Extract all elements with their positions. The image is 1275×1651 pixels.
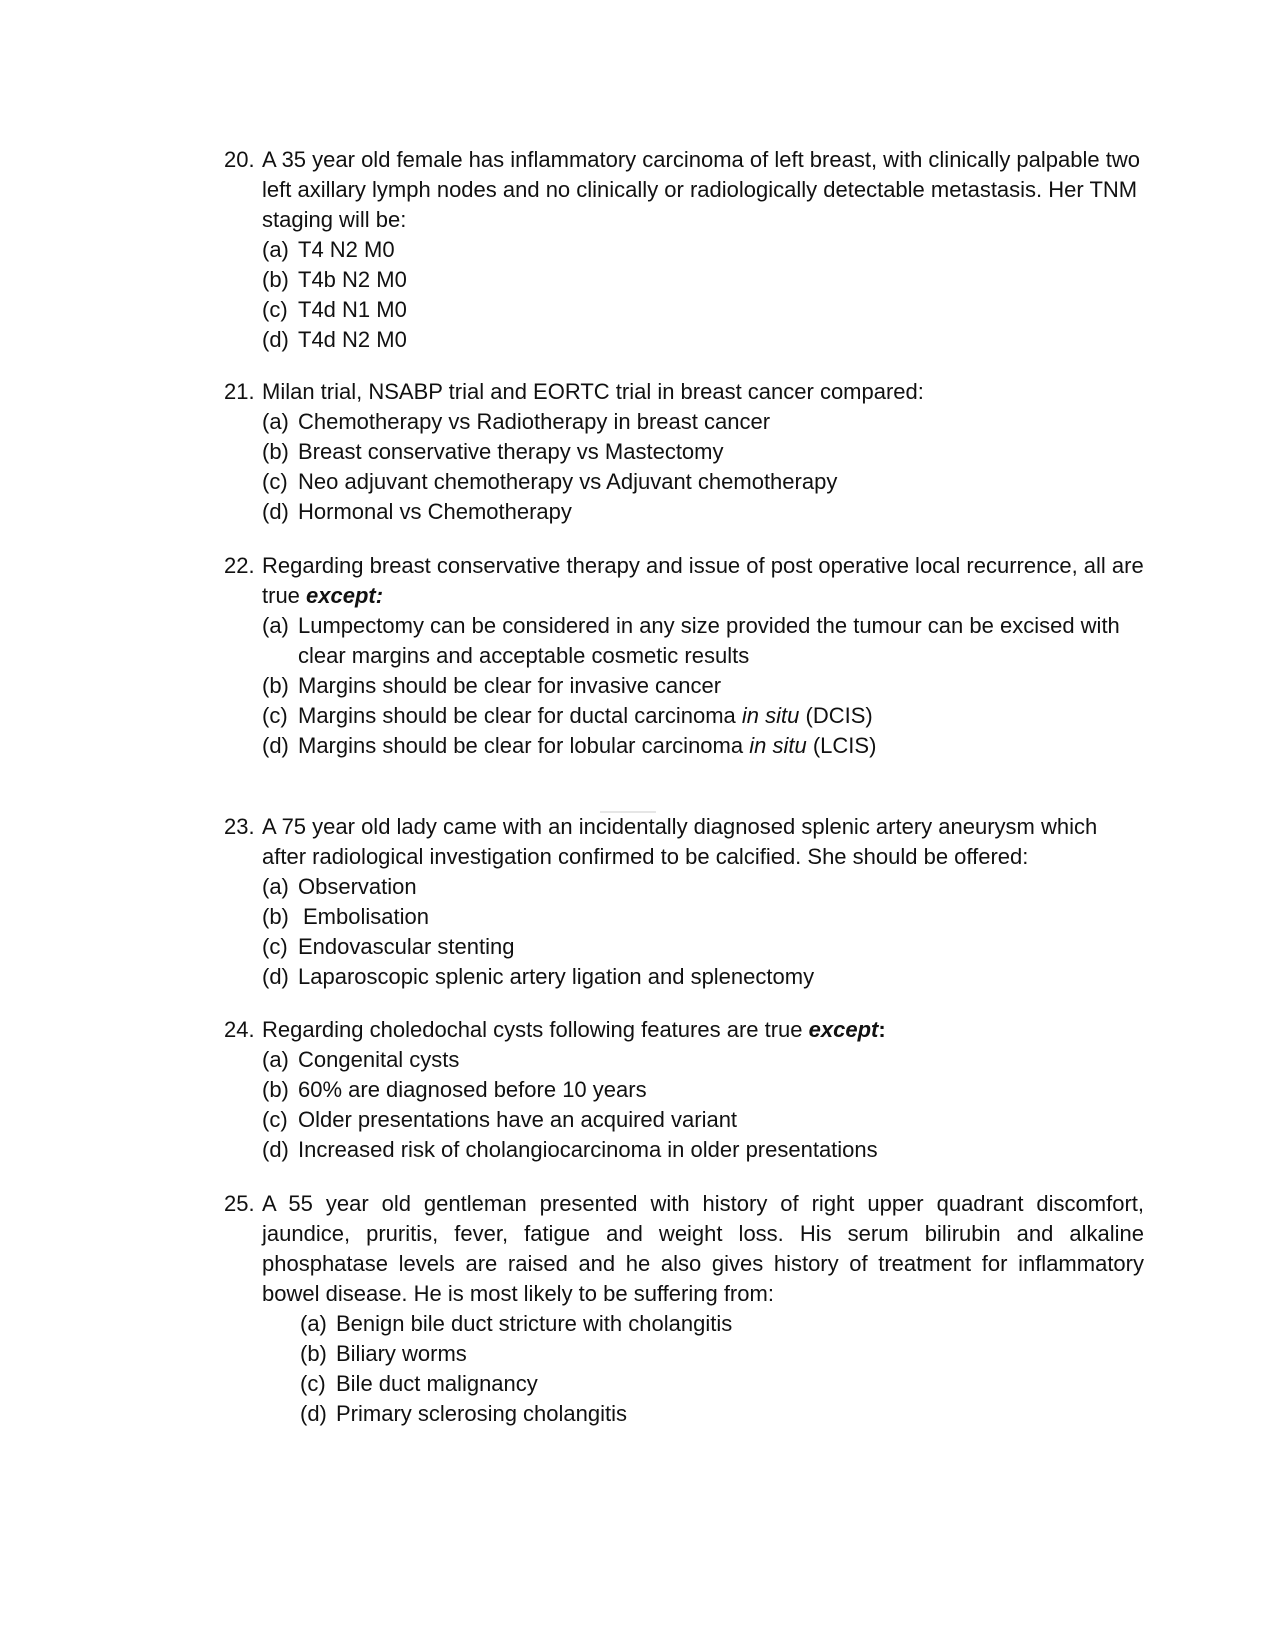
option-label: (d) [262,499,289,524]
option-text: Lumpectomy can be considered in any size provided the tumour can be excised with clear margins and acceptable cosmetic results [298,613,1120,668]
option-label: (a) [262,613,289,638]
option-label: (a) [262,409,289,434]
option-label: (d) [262,733,289,758]
option-text: Margins should be clear for lobular carcinoma [298,733,744,758]
question-stem [224,377,1144,407]
option-label: (d) [262,964,289,989]
question-trailing: : [878,1017,886,1042]
option-d [262,497,1144,527]
option-text: Margins should be clear for invasive cancer [298,673,722,698]
option-label: (c) [262,934,288,959]
options-list [224,235,1144,355]
option-text-after: (LCIS) [812,733,877,758]
option-d [262,962,1144,992]
question-text: Regarding choledochal cysts following features are true [262,1017,803,1042]
question-24 [224,1015,1144,1165]
option-label: (a) [262,874,289,899]
question-stem [224,1015,1144,1045]
option-label: (b) [262,673,289,698]
option-d [262,1135,1144,1165]
option-label: (a) [262,237,289,262]
option-text: Margins should be clear for ductal carcinoma [298,703,736,728]
option-b [262,1075,1144,1105]
option-text-after: (DCIS) [805,703,873,728]
option-label: (b) [262,1077,289,1102]
question-number: 21. [224,379,255,404]
option-label: (c) [262,297,288,322]
question-21 [224,377,1144,527]
option-text-italic: in situ [749,733,807,758]
option-text: Hormonal vs Chemotherapy [298,499,572,524]
option-text: Biliary worms [336,1341,467,1366]
option-c [262,467,1144,497]
option-a [262,1045,1144,1075]
option-label: (c) [262,1107,288,1132]
question-number: 23. [224,814,255,839]
option-label: (b) [262,904,289,929]
question-emphasis: except: [306,583,384,608]
option-label: (a) [300,1311,327,1336]
question-emphasis: except [808,1017,879,1042]
option-text: Older presentations have an acquired variant [298,1107,738,1132]
option-c [300,1369,1144,1399]
question-number: 24. [224,1017,255,1042]
option-text: T4 N2 M0 [298,237,395,262]
option-text: Bile duct malignancy [336,1371,538,1396]
option-text: Embolisation [303,904,429,929]
option-label: (d) [262,327,289,352]
question-25 [224,1189,1144,1429]
option-b [262,671,1144,701]
option-text: Laparoscopic splenic artery ligation and splenectomy [298,964,815,989]
option-text: Congenital cysts [298,1047,460,1072]
options-list [224,1045,1144,1165]
option-text: Neo adjuvant chemotherapy vs Adjuvant chemotherapy [298,469,838,494]
option-c [262,295,1144,325]
option-text: 60% are diagnosed before 10 years [298,1077,647,1102]
question-stem [224,1189,1144,1309]
question-number: 25. [224,1191,255,1216]
option-d [300,1399,1144,1429]
option-label: (c) [262,469,288,494]
question-20 [224,145,1144,355]
option-label: (a) [262,1047,289,1072]
question-number: 22. [224,553,255,578]
option-c [262,1105,1144,1135]
option-d [262,325,1144,355]
option-c [262,932,1144,962]
question-text: Regarding breast conservative therapy and issue of post operative local recurrence, all are true [262,553,1144,608]
options-list [224,872,1144,992]
option-text-italic: in situ [741,703,800,728]
question-stem [224,812,1144,872]
question-text: A 55 year old gentleman presented with history of right upper quadrant discomfort, jaundice, pruritis, fever, fatigue and weight loss. His serum bilirubin and alkaline phosphatase levels are raised and he also gives history of treatment for inflammatory bowel disease. He is most likely to be suffering from: [262,1191,1144,1306]
option-label: (c) [300,1371,326,1396]
option-a [262,611,1144,671]
option-text: Breast conservative therapy vs Mastectomy [298,439,724,464]
option-text: Increased risk of cholangiocarcinoma in older presentations [298,1137,878,1162]
options-list [224,407,1144,527]
option-text: Observation [298,874,417,899]
question-text: A 35 year old female has inflammatory carcinoma of left breast, with clinically palpable two left axillary lymph nodes and no clinically or radiologically detectable metastasis. Her TNM staging will be: [262,147,1140,232]
option-label: (b) [300,1341,327,1366]
option-text: T4d N1 M0 [298,297,407,322]
option-text: T4b N2 M0 [298,267,407,292]
option-a [262,407,1144,437]
option-a [262,872,1144,902]
question-22 [224,551,1144,761]
question-number: 20. [224,147,255,172]
option-b [262,437,1144,467]
option-label: (b) [262,439,289,464]
option-label: (c) [262,703,288,728]
option-text: T4d N2 M0 [298,327,407,352]
options-list [224,1309,1144,1429]
option-a [300,1309,1144,1339]
question-stem [224,145,1144,235]
option-d [262,731,1144,761]
question-23 [224,812,1144,992]
option-b [262,902,1144,932]
option-text: Primary sclerosing cholangitis [336,1401,627,1426]
option-text: Benign bile duct stricture with cholangitis [336,1311,733,1336]
option-b [262,265,1144,295]
question-text: A 75 year old lady came with an incidentally diagnosed splenic artery aneurysm which after radiological investigation confirmed to be calcified. She should be offered: [262,814,1098,869]
option-text: Endovascular stenting [298,934,515,959]
question-text: Milan trial, NSABP trial and EORTC trial in breast cancer compared: [262,379,924,404]
option-a [262,235,1144,265]
option-c [262,701,1144,731]
option-label: (d) [262,1137,289,1162]
option-label: (d) [300,1401,327,1426]
option-text: Chemotherapy vs Radiotherapy in breast cancer [298,409,771,434]
option-label: (b) [262,267,289,292]
question-stem [224,551,1144,611]
option-b [300,1339,1144,1369]
options-list [224,611,1144,761]
